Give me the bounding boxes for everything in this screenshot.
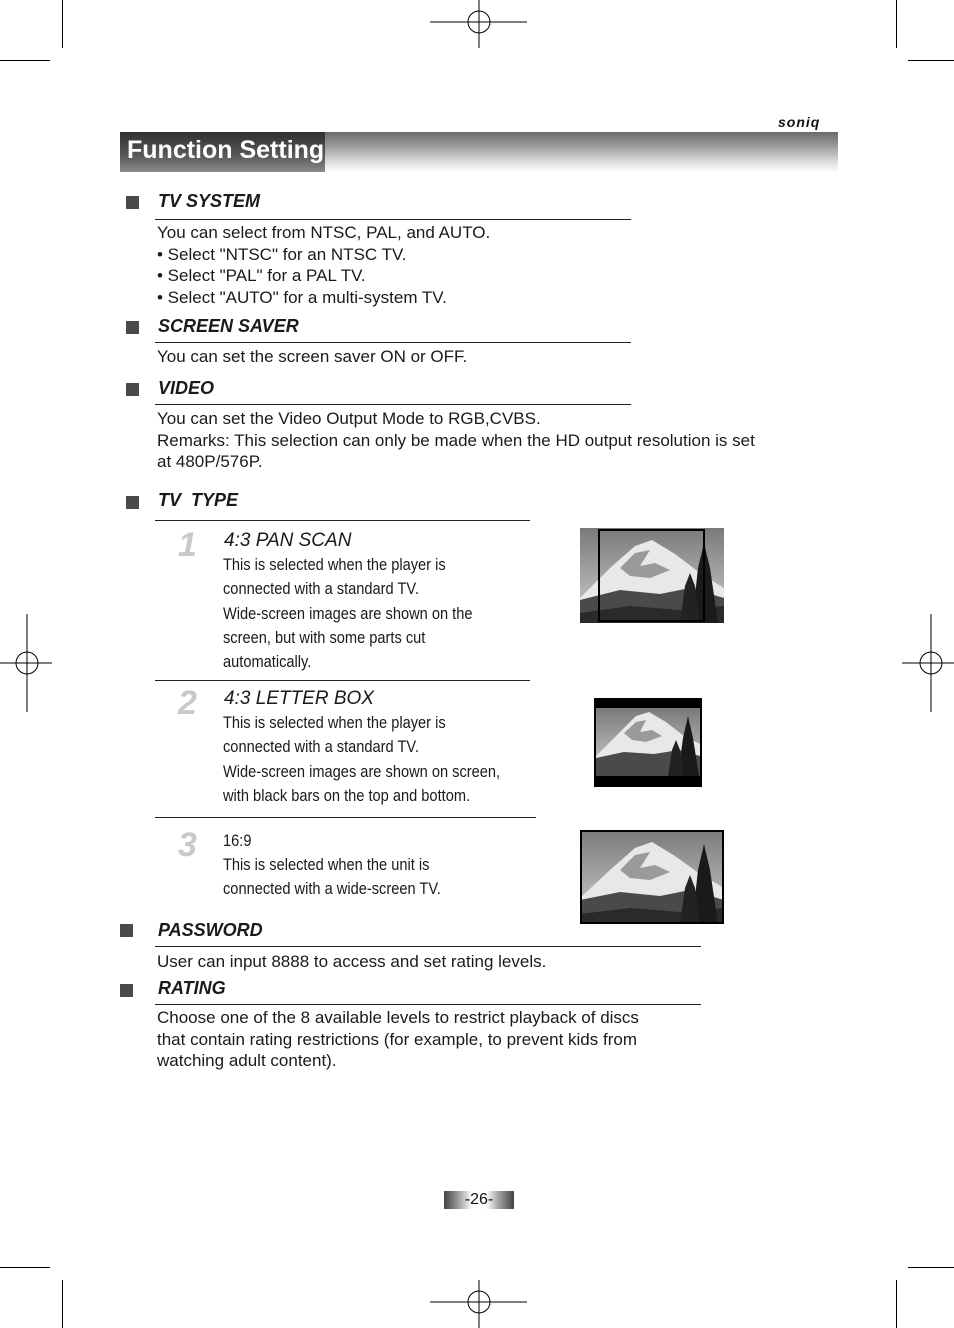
brand-logo: soniq [778,114,821,130]
widescreen-title: 16:9 [223,831,252,850]
tv-system-heading: TV SYSTEM [158,191,261,211]
divider [155,946,701,947]
pan-scan-title: 4:3 PAN SCAN [224,530,352,551]
tv-type-heading: TV TYPE [158,490,239,510]
pan-scan-text: This is selected when the player is connected with a standard TV. Wide-screen images are shown on the screen, but with some parts cut automatically. [223,555,473,672]
divider [155,404,631,405]
tv-system-text: You can select from NTSC, PAL, and AUTO. • Select "NTSC" for an NTSC TV. • Select "PAL" for a PAL TV. • Select "AUTO" for a multi-system TV. [157,223,491,307]
section-bullet-icon [120,984,133,997]
rating-heading: RATING [158,978,226,998]
option-number: 3 [178,826,197,864]
video-text: You can set the Video Output Mode to RGB,CVBS. Remarks: This selection can only be made when the HD output resolution is set at 480P/576P. [157,409,755,471]
registration-mark-left [0,614,52,714]
registration-mark-top [430,0,530,48]
letter-box-text: This is selected when the player is connected with a standard TV. Wide-screen images are shown on screen, with black bars on the top and bottom. [223,713,501,805]
divider [155,817,536,818]
section-bullet-icon [120,924,133,937]
widescreen-image [580,830,724,924]
letter-box-image [594,698,702,787]
letter-box-title: 4:3 LETTER BOX [224,688,374,709]
widescreen-text: This is selected when the unit is connected with a wide-screen TV. [223,855,441,899]
password-text: User can input 8888 to access and set rating levels. [157,952,547,971]
password-heading: PASSWORD [158,920,263,940]
video-heading: VIDEO [158,378,215,398]
divider [155,680,530,681]
section-bullet-icon [126,383,139,396]
pan-scan-image [580,528,724,623]
registration-mark-right [902,614,954,714]
section-bullet-icon [126,321,139,334]
option-number: 2 [178,684,197,722]
screen-saver-text: You can set the screen saver ON or OFF. [157,347,468,366]
option-number: 1 [178,526,197,564]
divider [155,219,631,220]
rating-text: Choose one of the 8 available levels to restrict playback of discs that contain rating restrictions (for example, to prevent kids from watching adult content). [157,1008,639,1070]
divider [155,1004,701,1005]
section-bullet-icon [126,496,139,509]
registration-mark-bottom [430,1280,530,1328]
section-bullet-icon [126,196,139,209]
divider [155,342,631,343]
screen-saver-heading: SCREEN SAVER [158,316,299,336]
page-number: -26- [464,1191,494,1208]
page-title: Function Setting [127,136,325,164]
divider [155,520,530,521]
